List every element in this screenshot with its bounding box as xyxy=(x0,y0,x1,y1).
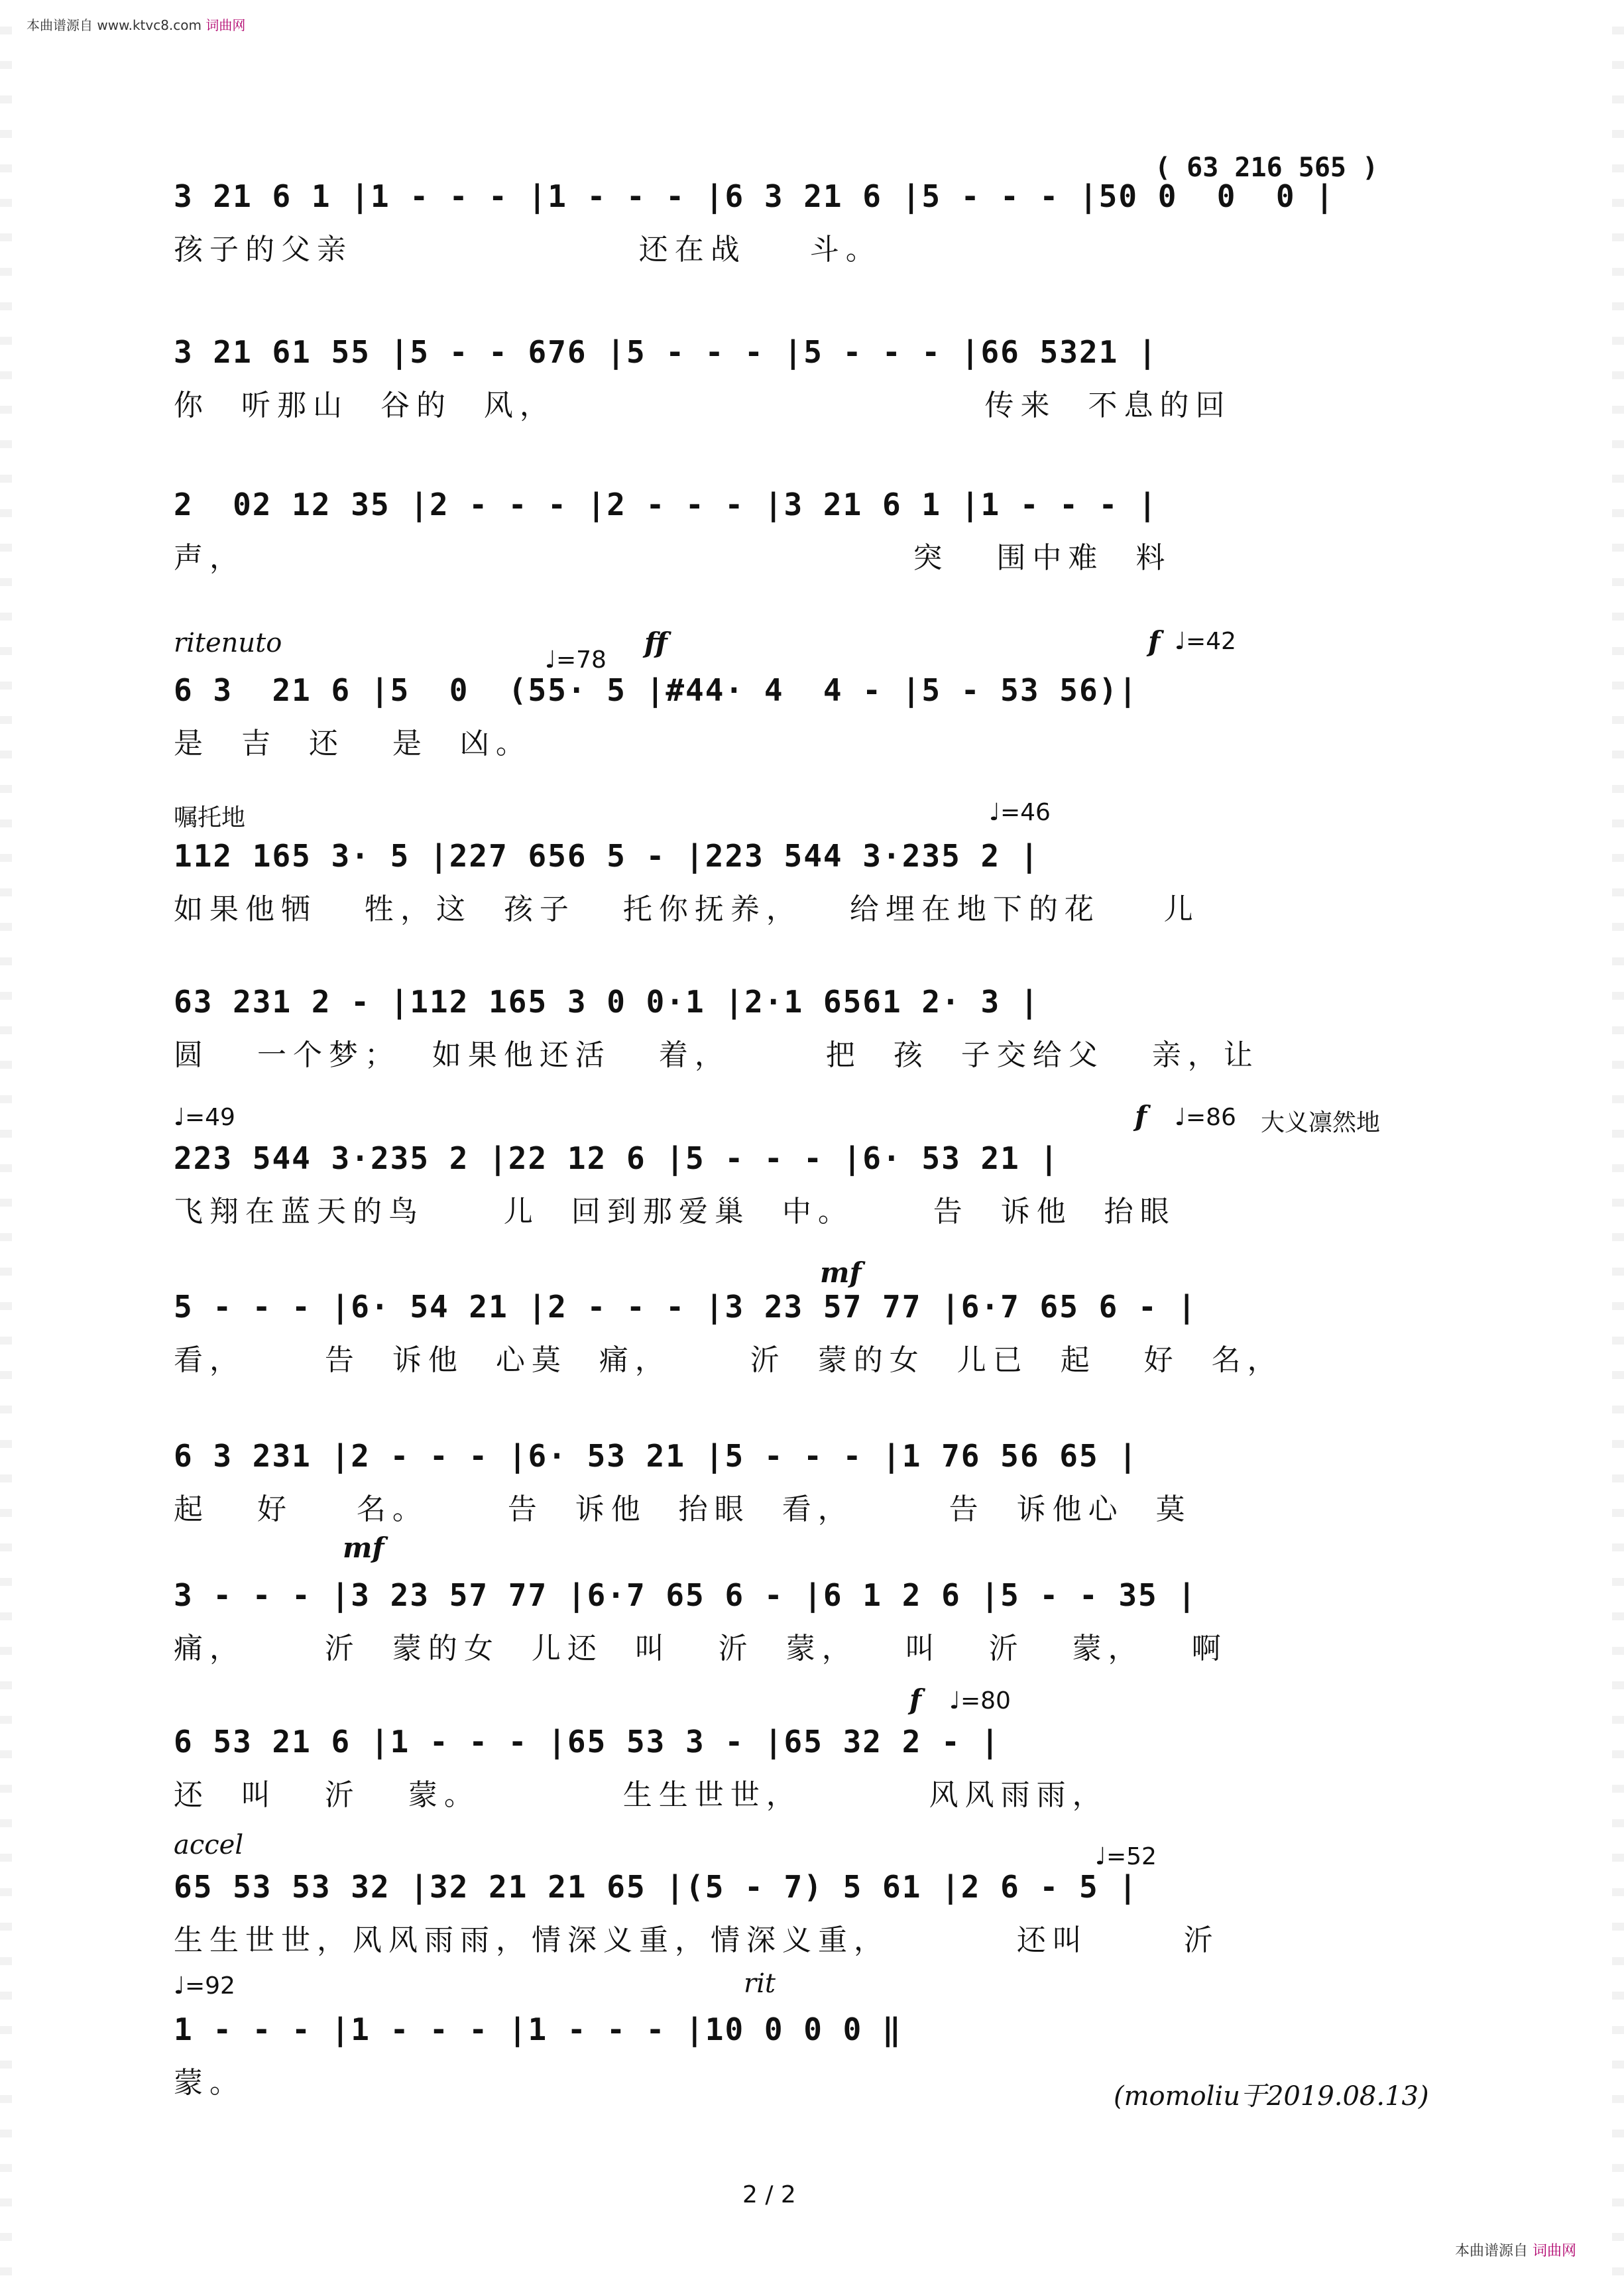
system-8-lyrics: 看， 告 诉他 心莫 痛， 沂 蒙的女 儿已 起 好 名， xyxy=(174,1343,1283,1377)
system-3-notes: 2 02 12 35 |2 - - - |2 - - - |3 21 6 1 |1 - - - | xyxy=(174,487,1158,522)
system-9-lyrics: 起 好 名。 告 诉他 抬眼 看， 告 诉他心 莫 xyxy=(174,1492,1192,1526)
score-system-3 xyxy=(174,474,1466,581)
system-5-lyrics: 如果他牺 牲，这 孩子 托你抚养， 给埋在地下的花 儿 xyxy=(174,892,1200,926)
system-11-notes: 6 53 21 6 |1 - - - |65 53 3 - |65 32 2 - | xyxy=(174,1724,1001,1760)
system-4-tempo-1: ♩=78 xyxy=(545,646,607,674)
system-4-tempo-2: ♩=42 xyxy=(1175,628,1236,655)
system-7-tempo-1: ♩=49 xyxy=(174,1104,235,1131)
left-margin-strip xyxy=(0,0,12,2284)
header-site-name[interactable]: 词曲网 xyxy=(205,17,246,33)
system-4-lyrics: 是 吉 还 是 凶。 xyxy=(174,727,532,760)
system-7-tempo-2: ♩=86 xyxy=(1175,1104,1236,1131)
system-10-dynamic: mf xyxy=(343,1532,384,1564)
header-site-url[interactable]: www.ktvc8.com xyxy=(97,17,202,33)
system-11-tempo: ♩=80 xyxy=(949,1687,1011,1714)
system-7-notes: 223 544 3·235 2 |22 12 6 |5 - - - |6· 53 21 | xyxy=(174,1140,1060,1176)
page-number: 2 / 2 xyxy=(742,2181,796,2208)
system-13-rit: rit xyxy=(744,1968,776,1999)
header-source-text: 本曲谱源自 xyxy=(27,17,93,33)
system-5-notes: 112 165 3· 5 |227 656 5 - |223 544 3·235 2 | xyxy=(174,838,1040,874)
system-4-dynamic-2: f xyxy=(1148,625,1161,658)
system-12-accel: accel xyxy=(174,1830,244,1860)
score-system-1 xyxy=(174,152,1466,273)
score-system-4 xyxy=(174,625,1466,767)
score-system-6 xyxy=(174,971,1466,1079)
system-10-lyrics: 痛， 沂 蒙的女 儿还 叫 沂 蒙， 叫 沂 蒙， 啊 xyxy=(174,1632,1228,1665)
score-system-5 xyxy=(174,799,1466,933)
score-system-2 xyxy=(174,322,1466,429)
footer-site-name[interactable]: 词曲网 xyxy=(1533,2243,1577,2259)
system-2-notes: 3 21 61 55 |5 - - 676 |5 - - - |5 - - - |66 5321 | xyxy=(174,334,1158,370)
score-system-10 xyxy=(174,1532,1466,1672)
score-system-7 xyxy=(174,1100,1466,1235)
system-12-notes: 65 53 53 32 |32 21 21 65 |(5 - 7) 5 61 |2 6 - 5 | xyxy=(174,1869,1139,1905)
system-5-tempo: ♩=46 xyxy=(989,799,1051,826)
system-8-dynamic: mf xyxy=(820,1256,862,1289)
system-1-top-notes: ( 63 216 565 ) xyxy=(1155,152,1379,183)
system-4-dynamic-1: ff xyxy=(644,627,667,659)
system-1-notes: 3 21 6 1 |1 - - - |1 - - - |6 3 21 6 |5 - - - |50 0 0 0 | xyxy=(174,178,1335,214)
system-10-notes: 3 - - - |3 23 57 77 |6·7 65 6 - |6 1 2 6 |5 - - 35 | xyxy=(174,1577,1198,1613)
system-13-lyrics: 蒙。 xyxy=(174,2066,245,2100)
right-margin-strip xyxy=(1612,0,1624,2284)
score-system-8 xyxy=(174,1256,1466,1384)
system-9-notes: 6 3 231 |2 - - - |6· 53 21 |5 - - - |1 76 56 65 | xyxy=(174,1438,1139,1474)
system-4-ritenuto: ritenuto xyxy=(174,628,282,658)
system-6-lyrics: 圆 一个梦； 如果他还活 着， 把 孩 子交给父 亲，让 xyxy=(174,1038,1259,1072)
footer-source xyxy=(1455,2240,1576,2260)
system-12-tempo: ♩=52 xyxy=(1095,1843,1157,1870)
system-11-dynamic: f xyxy=(909,1683,922,1716)
score-system-9 xyxy=(174,1425,1466,1533)
score-system-12 xyxy=(174,1830,1466,1964)
system-7-expression: 大义凛然地 xyxy=(1261,1109,1381,1136)
system-1-lyrics: 孩子的父亲 还在战 斗。 xyxy=(174,233,882,267)
system-6-notes: 63 231 2 - |112 165 3 0 0·1 |2·1 6561 2· 3 | xyxy=(174,984,1040,1020)
footer-source-text: 本曲谱源自 xyxy=(1455,2243,1529,2259)
score-credit: (momoliu于2019.08.13) xyxy=(1114,2081,1429,2112)
system-13-tempo: ♩=92 xyxy=(174,1972,235,2000)
system-7-dynamic: f xyxy=(1135,1100,1147,1132)
system-3-lyrics: 声， 突 围中难 料 xyxy=(174,541,1172,575)
system-8-notes: 5 - - - |6· 54 21 |2 - - - |3 23 57 77 |6·7 65 6 - | xyxy=(174,1289,1198,1325)
system-7-lyrics: 飞翔在蓝天的鸟 儿 回到那爱巢 中。 告 诉他 抬眼 xyxy=(174,1195,1176,1229)
score-system-11 xyxy=(174,1683,1466,1819)
system-4-notes: 6 3 21 6 |5 0 (55· 5 |#44· 4 4 - |5 - 53 56)| xyxy=(174,672,1139,708)
header-source xyxy=(27,15,245,34)
system-11-lyrics: 还 叫 沂 蒙。 生生世世， 风风雨雨， xyxy=(174,1778,1108,1812)
system-12-lyrics: 生生世世，风风雨雨，情深义重，情深义重， 还叫 沂 xyxy=(174,1923,1220,1957)
system-13-notes: 1 - - - |1 - - - |1 - - - |10 0 0 0 ‖ xyxy=(174,2012,902,2047)
system-5-expression: 嘱托地 xyxy=(174,804,246,831)
system-2-lyrics: 你 听那山 谷的 风， 传来 不息的回 xyxy=(174,389,1232,422)
